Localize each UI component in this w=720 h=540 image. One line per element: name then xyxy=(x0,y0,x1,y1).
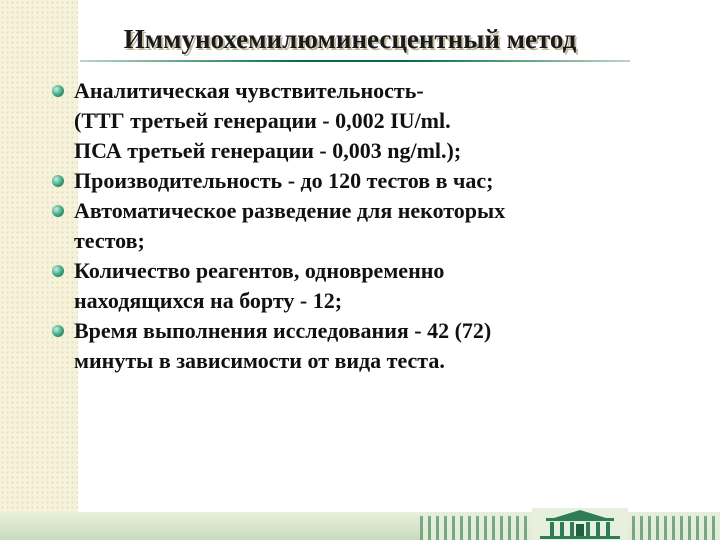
bullet-list xyxy=(52,76,692,376)
bullet-item-throughput xyxy=(52,166,692,196)
bullet-icon xyxy=(52,175,64,187)
bullet-icon xyxy=(52,205,64,217)
bullet-item-auto-dilution xyxy=(52,196,692,256)
bullet-line: ПСА третьей генерации - 0,003 ng/ml.); xyxy=(74,138,462,163)
bullet-line: (ТТГ третьей генерации - 0,002 IU/ml. xyxy=(74,108,451,133)
bullet-line: Аналитическая чувствительность- xyxy=(74,78,424,103)
bullet-line: тестов; xyxy=(74,228,145,253)
title-underline xyxy=(80,60,630,62)
bullet-item-reagents xyxy=(52,256,692,316)
bullet-item-sensitivity xyxy=(52,76,692,166)
bullet-line: Производительность - до 120 тестов в час; xyxy=(74,168,494,193)
bullet-line: находящихся на борту - 12; xyxy=(74,288,343,313)
bullet-line: Время выполнения исследования - 42 (72) xyxy=(74,318,492,343)
bullet-line: Автоматическое разведение для некоторых xyxy=(74,198,506,223)
bullet-line: минуты в зависимости от вида теста. xyxy=(74,348,445,373)
bullet-item-execution-time xyxy=(52,316,692,376)
bullet-icon xyxy=(52,85,64,97)
bullet-icon xyxy=(52,325,64,337)
building-icon xyxy=(532,508,628,540)
bullet-icon xyxy=(52,265,64,277)
slide-title: Иммунохемилюминесцентный метод xyxy=(123,24,577,54)
bullet-line: Количество реагентов, одновременно xyxy=(74,258,445,283)
